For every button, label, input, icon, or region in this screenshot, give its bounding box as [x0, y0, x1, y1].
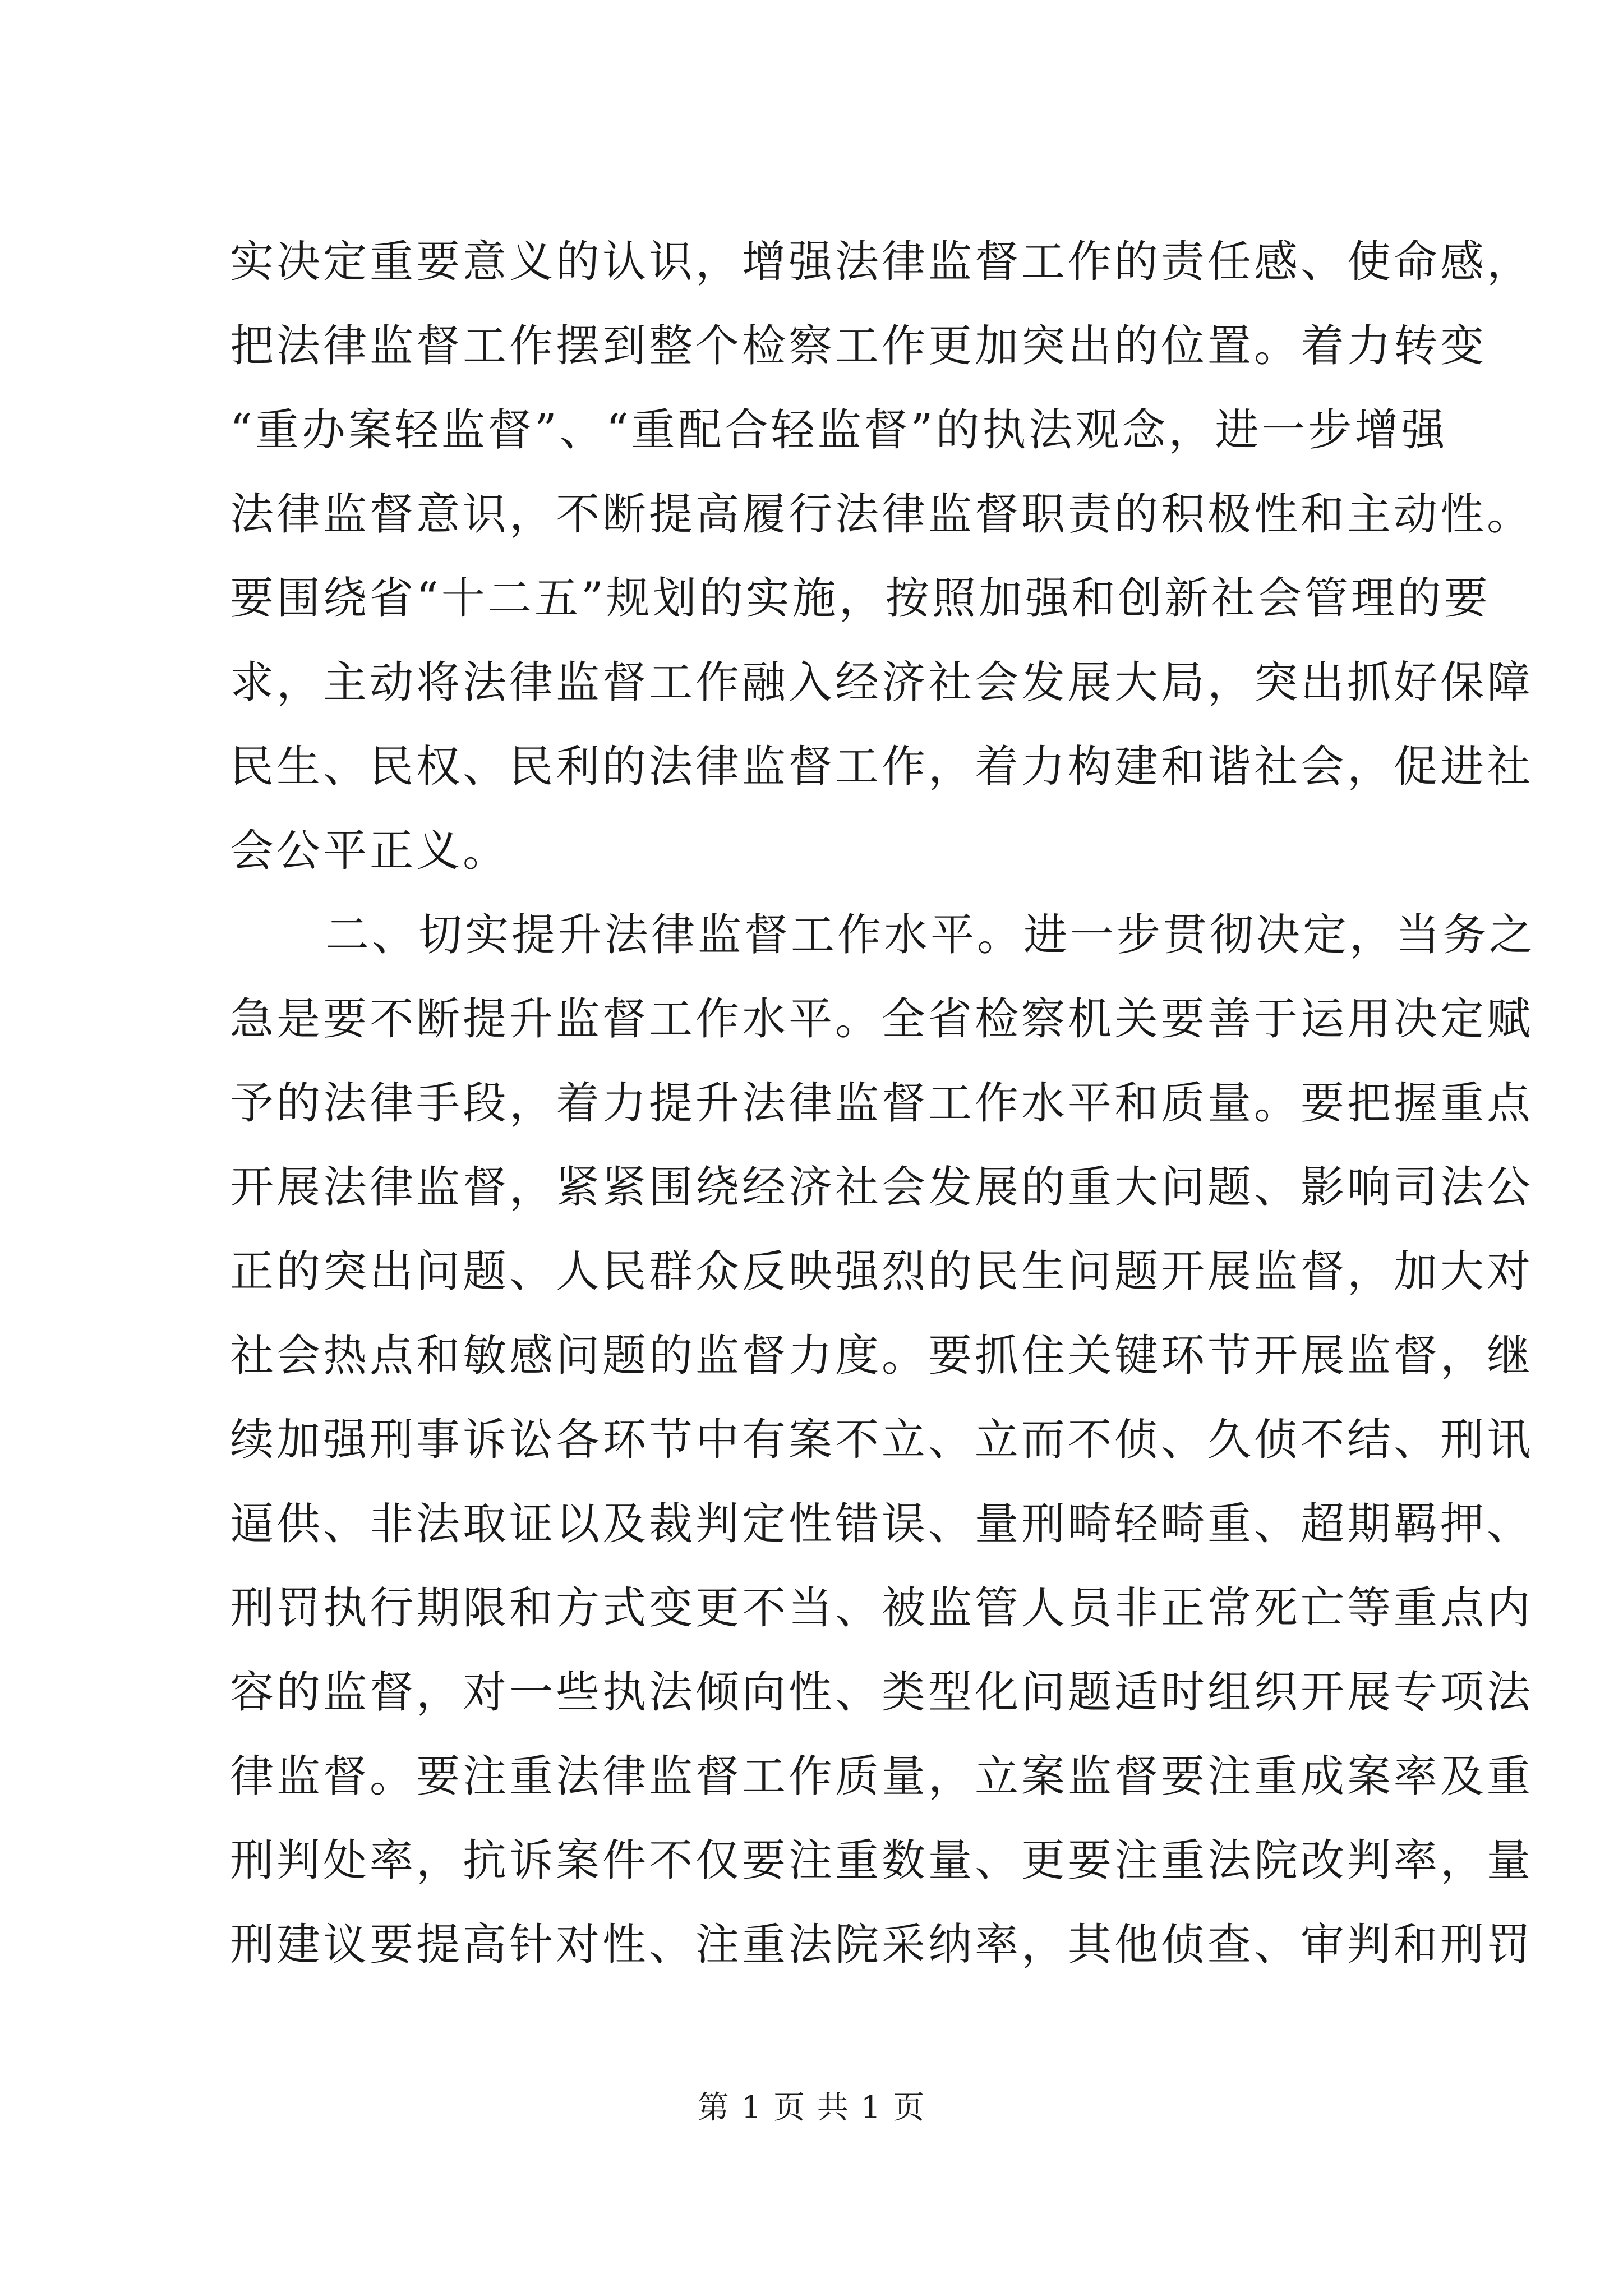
text-line: 把法律监督工作摆到整个检察工作更加突出的位置。着力转变	[230, 321, 1487, 371]
text-line: 社会热点和敏感问题的监督力度。要抓住关键环节开展监督，继	[230, 1331, 1534, 1381]
text-line: 正的突出问题、人民群众反映强烈的民生问题开展监督，加大对	[230, 1246, 1534, 1297]
text-line: 开展法律监督，紧紧围绕经济社会发展的重大问题、影响司法公	[230, 1162, 1534, 1213]
paragraph-1	[230, 220, 1534, 893]
text-line: 律监督。要注重法律监督工作质量，立案监督要注重成案率及重	[230, 1751, 1534, 1802]
text-line: 容的监督，对一些执法倾向性、类型化问题适时组织开展专项法	[230, 1667, 1534, 1718]
text-line: 法律监督意识，不断提高履行法律监督职责的积极性和主动性。	[230, 489, 1534, 540]
text-line: 急是要不断提升监督工作水平。全省检察机关要善于运用决定赋	[230, 994, 1534, 1045]
text-line: “重办案轻监督”、“重配合轻监督”的执法观念，进一步增强	[230, 405, 1448, 455]
text-line: 逼供、非法取证以及裁判定性错误、量刑畸轻畸重、超期羁押、	[230, 1499, 1534, 1549]
text-line: 刑建议要提高针对性、注重法院采纳率，其他侦查、审判和刑罚	[230, 1920, 1534, 1970]
text-line: 刑罚执行期限和方式变更不当、被监管人员非正常死亡等重点内	[230, 1583, 1534, 1634]
page-number-footer: 第 1 页 共 1 页	[697, 2090, 926, 2126]
text-line: 二、切实提升法律监督工作水平。进一步贯彻决定，当务之	[325, 910, 1536, 960]
text-line: 要围绕省“十二五”规划的实施，按照加强和创新社会管理的要	[230, 573, 1491, 624]
paragraph-2	[230, 893, 1536, 1987]
document-body	[230, 220, 1536, 1987]
text-line: 民生、民权、民利的法律监督工作，着力构建和谐社会，促进社	[230, 742, 1534, 792]
text-line: 求，主动将法律监督工作融入经济社会发展大局，突出抓好保障	[230, 657, 1534, 708]
text-line: 实决定重要意义的认识，增强法律监督工作的责任感、使命感，	[230, 237, 1534, 287]
text-line: 续加强刑事诉讼各环节中有案不立、立而不侦、久侦不结、刑讯	[230, 1415, 1534, 1465]
text-line: 予的法律手段，着力提升法律监督工作水平和质量。要把握重点	[230, 1078, 1534, 1129]
text-line: 会公平正义。	[230, 826, 510, 876]
text-line: 刑判处率，抗诉案件不仅要注重数量、更要注重法院改判率，量	[230, 1835, 1534, 1886]
